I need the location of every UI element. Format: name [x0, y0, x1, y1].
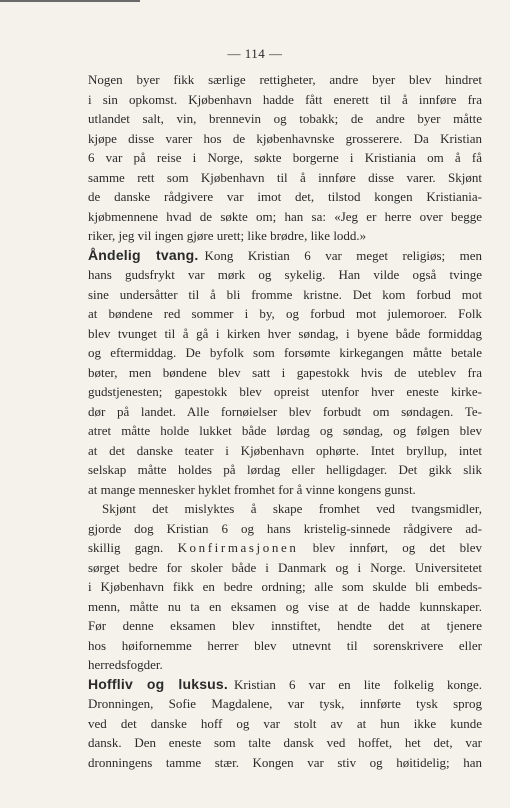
paragraph-1 [88, 70, 482, 246]
text-fragment: skillig gagn. [88, 540, 164, 555]
body-text [88, 70, 482, 772]
text-line: menn, måtte nu ta en eksamen og vise at de hadde kunnskaper. [88, 598, 482, 614]
text-line: herredsfogder. [88, 657, 163, 672]
text-line: atret måtte holde lukket både lørdag og søndag, og følgen blev [88, 423, 482, 438]
text-line: at bøndene red sommer i by, og forbud mot julemoroer. Folk [88, 306, 482, 321]
text-line: i sin opkomst. Kjøbenhavn hadde fått enerett til å innføre fra [88, 91, 482, 107]
text-line: Nogen byer fikk særlige rettigheter, andre byer blev hindret [88, 72, 482, 87]
text-line: at det danske teater i Kjøbenhavn ophørte. Intet bryllup, intet [88, 442, 482, 458]
text-line: hans gudsfrykt var mørk og sykelig. Han vilde også tvinge [88, 267, 482, 282]
paragraph-3 [88, 499, 482, 675]
text-fragment: Kong Kristian 6 var meget religiøs; men [204, 247, 482, 263]
page-top-rule [0, 0, 140, 2]
text-line: dronningens tamme stær. Kongen var stiv og høitidelig; han [88, 754, 482, 770]
text-line: hos høifornemme herrer blev utnevnt til sorenskrivere eller [88, 637, 482, 653]
text-line: Skjønt det mislyktes å skape fromhet ved tvangsmidler, [102, 501, 482, 516]
text-line: 6 var på reise i Norge, søkte borgerne i Kristiania om å få [88, 150, 482, 165]
text-line [88, 246, 482, 266]
text-line: gjorde dog Kristian 6 og hans kristelig-sinnede rådgivere ad- [88, 520, 482, 536]
paragraph-4 [88, 675, 482, 773]
text-line: selskap måtte holdes på lørdag eller helligdager. Det gikk slik [88, 462, 482, 477]
text-line: kjøbmennene hvad de søkte om; han sa: «Jeg er herre over begge [88, 208, 482, 224]
text-line: bøter, men bøndene blev satt i gapestokk hvis de uteblev fra [88, 364, 482, 380]
emphasized-word: Konfirmasjonen [177, 540, 299, 555]
text-line [88, 675, 482, 695]
text-line: og eftermiddag. De byfolk som forsømte kirkegangen måtte betale [88, 345, 482, 360]
text-line: utlandet salt, vin, brennevin og tobakk; de andre byer måtte [88, 111, 482, 126]
text-line: sørget bedre for skoler både i Danmark og i Norge. Universitetet [88, 559, 482, 575]
text-line: Dronningen, Sofie Magdalene, var tysk, innførte tysk sprog [88, 696, 482, 711]
text-line [88, 538, 482, 558]
text-line: sine undersåtter til å bli fromme kristne. Det kom forbud mot [88, 286, 482, 302]
text-line: riker, jeg vil ingen gjøre urett; like brødre, like lodd.» [88, 228, 367, 243]
text-line: gudstjenesten; gapestokk blev opreist utenfor hver eneste kirke- [88, 384, 482, 399]
text-line: blev tvunget til å gå i kirken hver søndag, i byene både formiddag [88, 325, 482, 341]
text-line: dansk. Den eneste som talte dansk ved hoffet, het det, var [88, 735, 482, 750]
text-line: dør på landet. Alle fornøielser blev forbudt om søndagen. Te- [88, 403, 482, 419]
text-line: ved det danske hoff og var stolt av at hun ikke kunde [88, 715, 482, 731]
text-line: Før denne eksamen blev innstiftet, hendte det at tjenere [88, 618, 482, 633]
page-number: — 114 — [227, 46, 283, 61]
paragraph-2 [88, 246, 482, 500]
text-line: i Kjøbenhavn fikk en bedre ordning; alle som skulde bli embeds- [88, 579, 482, 594]
text-line: at mange mennesker hyklet fromhet for å vinne kongens gunst. [88, 481, 416, 497]
text-line: de danske rådgivere var imot det, tilstod kongen Kristiania- [88, 189, 482, 204]
text-fragment: blev innført, og det blev [312, 540, 482, 555]
section-heading: Hoffliv og luksus. [88, 675, 229, 692]
text-line: samme rett som Kjøbenhavn til å innføre disse varer. Skjønt [88, 169, 482, 185]
section-heading: Åndelig tvang. [88, 246, 199, 263]
text-line: kjøpe disse varer hos de kjøbenhavnske grosserere. Da Kristian [88, 130, 482, 146]
text-fragment: Kristian 6 var en lite folkelig konge. [234, 676, 482, 692]
